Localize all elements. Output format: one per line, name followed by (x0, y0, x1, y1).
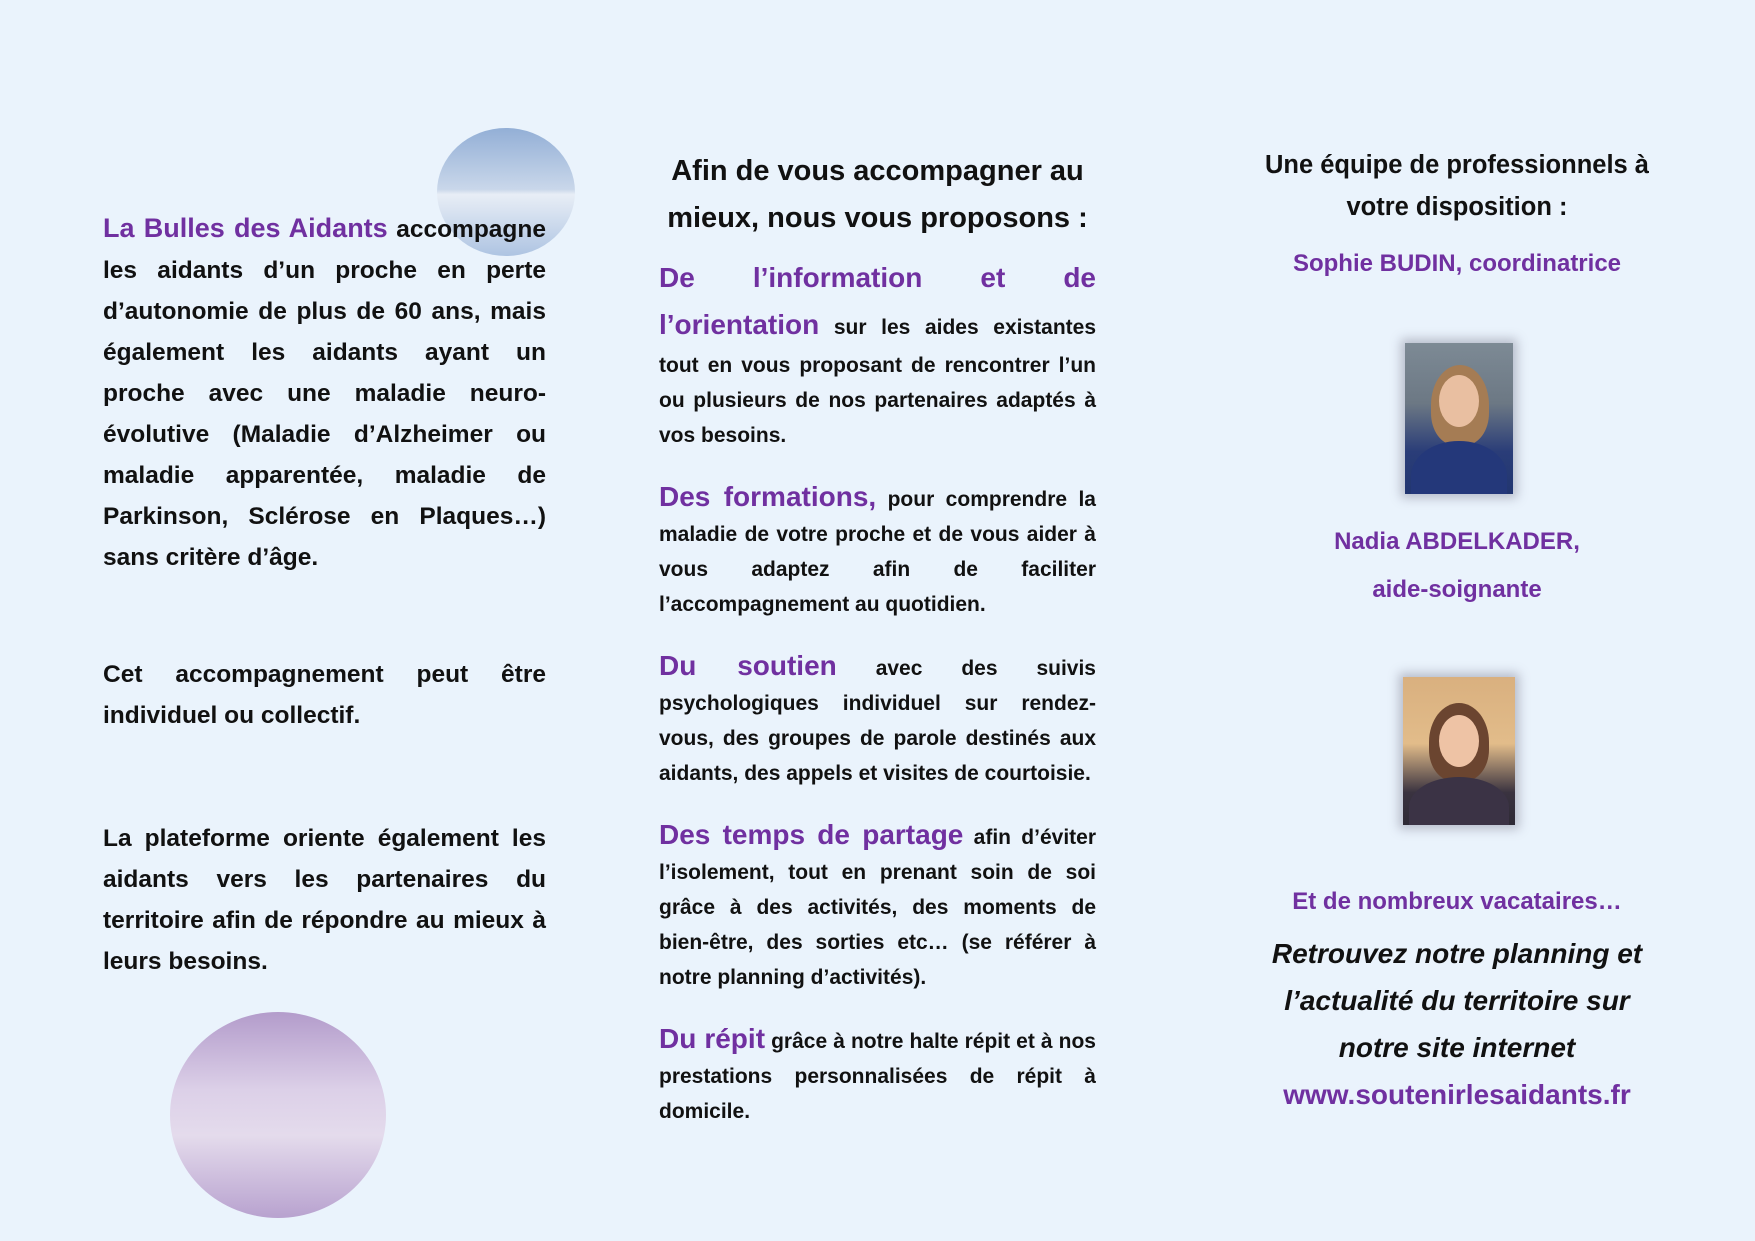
team-member-caregiver-role: aide-soignante (1372, 576, 1542, 603)
service-item-repit (659, 1021, 1096, 1129)
service-item-partage (659, 817, 1096, 995)
organization-name: La Bulles des Aidants (103, 213, 388, 243)
team-heading-line2: votre disposition : (1346, 193, 1568, 221)
right-column (1240, 144, 1674, 1118)
team-heading (1240, 144, 1674, 228)
accompaniment-paragraph: Cet accompagnement peut être individuel ou collectif. (103, 661, 546, 729)
services-heading-line2: mieux, nous vous proposons : (667, 202, 1088, 234)
services-heading (659, 148, 1096, 242)
service-item-information (659, 254, 1096, 453)
vacataires-text: Et de nombreux vacataires… (1292, 888, 1622, 915)
service-item-text: afin d’éviter l’isolement, tout en prenant soin de soi grâce à des activités, des moments de bien-être, des sorties etc… (se référer à notre planning d’activités). (659, 826, 1096, 989)
service-item-text: avec des suivis psychologiques individuel sur rendez-vous, des groupes de parole destinés aux aidants, des appels et visites de courtoisie. (659, 657, 1096, 785)
service-item-soutien (659, 648, 1096, 791)
coordinator-photo (1405, 343, 1513, 494)
service-item-lead: Du soutien (659, 650, 837, 681)
website-call-to-action (1240, 930, 1674, 1071)
team-heading-line1: Une équipe de professionnels à (1264, 151, 1649, 179)
decorative-bubble-purple (170, 1012, 386, 1218)
services-heading-line1: Afin de vous accompagner au (671, 155, 1084, 187)
cta-line1: Retrouvez notre planning et (1271, 938, 1643, 969)
service-item-lead: De l’information et de l’orientation (659, 262, 1096, 340)
service-item-formations (659, 479, 1096, 622)
service-item-lead: Des temps de partage (659, 819, 964, 850)
caregiver-photo (1403, 677, 1515, 825)
service-item-lead: Du répit (659, 1023, 766, 1054)
cta-line2: l’actualité du territoire sur (1284, 985, 1630, 1016)
team-member-caregiver-name: Nadia ABDELKADER, (1334, 528, 1580, 555)
website-link[interactable]: www.soutenirlesaidants.fr (1283, 1079, 1631, 1110)
team-member-caregiver (1240, 518, 1674, 614)
left-column (103, 208, 546, 982)
orientation-paragraph: La plateforme oriente également les aidants vers les partenaires du territoire afin de répondre au mieux à leurs besoins. (103, 825, 546, 975)
middle-column (659, 148, 1096, 1155)
service-item-lead: Des formations, (659, 481, 877, 512)
intro-text: accompagne les aidants d’un proche en perte d’autonomie de plus de 60 ans, mais également les aidants ayant un proche avec une maladie neuro-évolutive (Maladie d’Alzheimer ou maladie apparentée, maladie de Parkinson, Sclérose en Plaques…) sans critère d’âge. (103, 216, 546, 571)
intro-paragraph (103, 208, 546, 578)
team-member-coordinator: Sophie BUDIN, coordinatrice (1292, 250, 1622, 277)
cta-line3: notre site internet (1338, 1032, 1576, 1063)
service-item-text: grâce à notre halte répit et à nos prestations personnalisées de répit à domicile. (659, 1030, 1096, 1123)
service-item-text: pour comprendre la maladie de votre proche et de vous aider à vous adaptez afin de faciliter l’accompagnement au quotidien. (659, 488, 1096, 616)
service-item-text: sur les aides existantes tout en vous proposant de rencontrer l’un ou plusieurs de nos partenaires adaptés à vos besoins. (659, 316, 1096, 447)
